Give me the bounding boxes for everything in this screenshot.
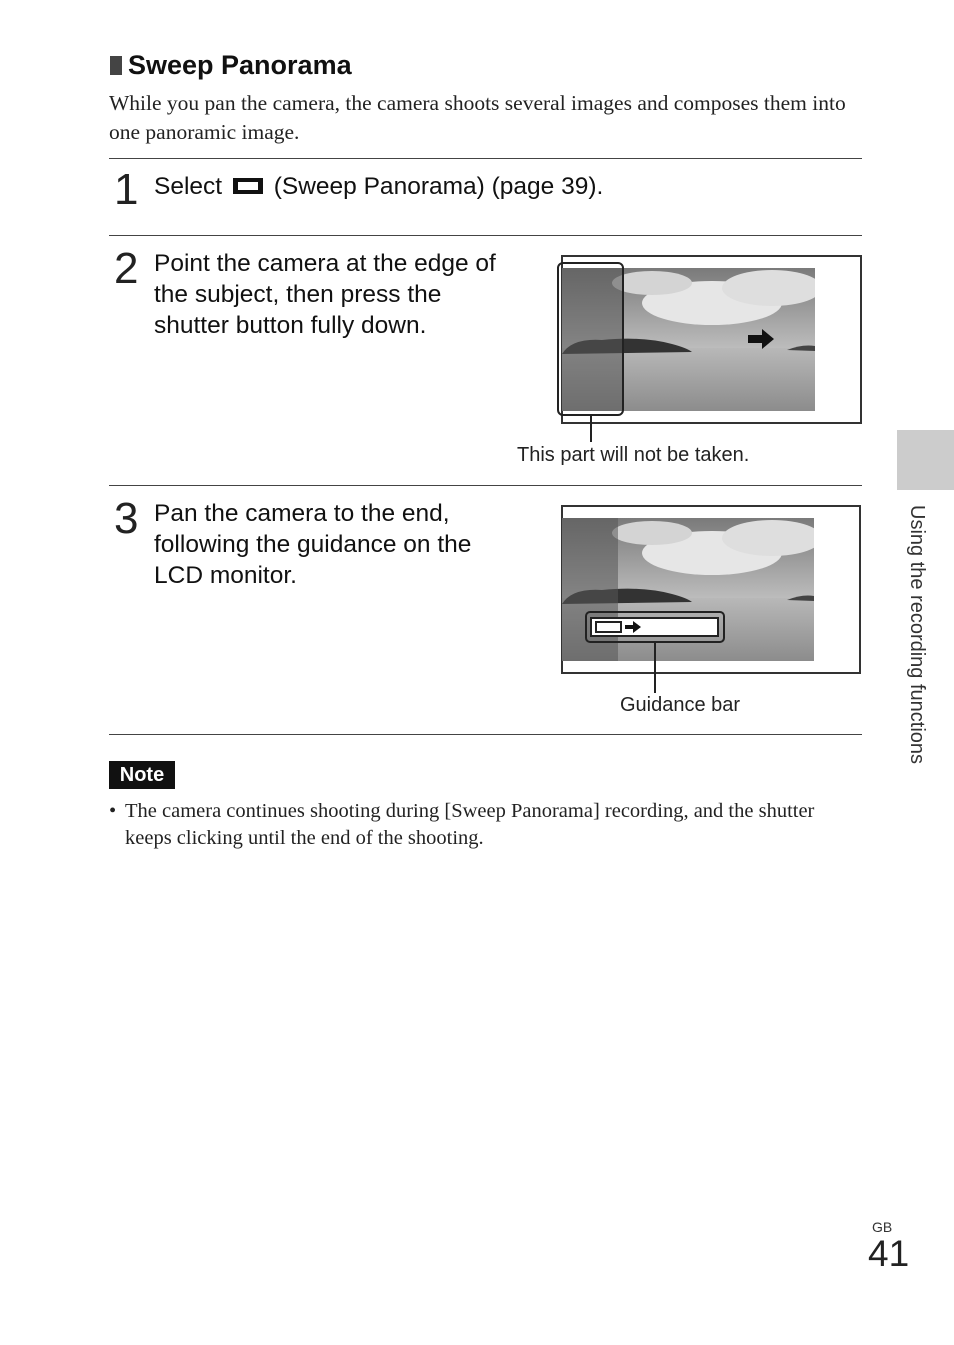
sweep-panorama-icon [232,177,264,195]
step-1-text-before: Select [154,173,223,200]
step-number: 1 [114,165,139,214]
divider [109,734,862,735]
step-2-text: Point the camera at the edge of the subject, then press the shutter button fully down. [154,250,496,339]
step-1-text [154,171,603,202]
section-marker-icon [110,56,122,75]
callout-line [590,416,592,442]
note-item [109,798,829,852]
divider [109,235,862,236]
step-number: 2 [114,244,139,293]
guidance-bar-frame-icon [595,621,622,633]
chapter-label: Using the recording functions [906,505,928,765]
bullet: • [109,800,117,822]
note-badge: Note [109,761,175,789]
language-code: GB [872,1219,893,1235]
step-number: 3 [114,494,139,543]
excluded-area-highlight [557,262,624,416]
divider [109,485,862,486]
intro-paragraph: While you pan the camera, the camera shoots several images and composes them into one panoramic image. [109,91,846,144]
callout-not-taken: This part will not be taken. [517,444,750,466]
callout-guidance-bar: Guidance bar [620,694,741,716]
right-arrow-icon [624,620,642,634]
note-text: The camera continues shooting during [Sweep Panorama] recording, and the shutter keeps clicking until the end of the shooting. [125,800,815,849]
divider [109,158,862,159]
page-number: 41 [868,1233,910,1274]
step-1-text-after: (Sweep Panorama) (page 39). [273,173,604,200]
section-title [110,50,352,81]
section-title-text: Sweep Panorama [128,50,352,80]
guidance-bar [590,617,719,637]
callout-line [654,643,656,693]
step-3-text: Pan the camera to the end, following the guidance on the LCD monitor. [154,500,472,589]
chapter-tab [897,430,954,490]
